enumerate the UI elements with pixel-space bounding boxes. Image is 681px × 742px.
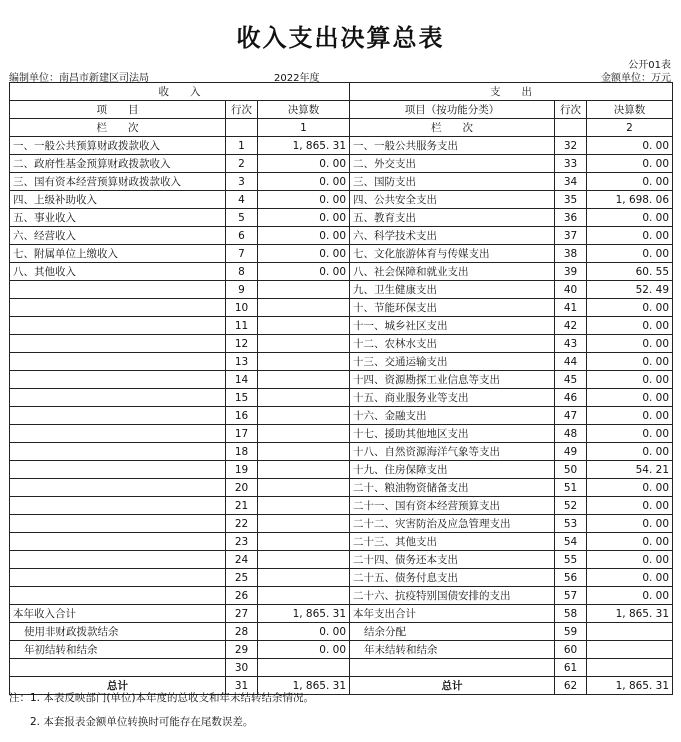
income-row-no: 30 [226,659,258,677]
table-row [10,173,673,191]
expense-row-no: 39 [555,263,587,281]
income-amount [258,425,350,443]
income-amount [258,659,350,677]
income-amount: 0. 00 [258,227,350,245]
income-amount: 1, 865. 31 [258,605,350,623]
expense-item: 十五、商业服务业等支出 [350,389,555,407]
income-item: 七、附属单位上缴收入 [10,245,226,263]
expense-amount: 0. 00 [587,551,673,569]
expense-amount: 0. 00 [587,407,673,425]
expense-item: 二十二、灾害防治及应急管理支出 [350,515,555,533]
table-row [10,299,673,317]
income-amount: 0. 00 [258,641,350,659]
income-amount: 0. 00 [258,191,350,209]
expense-amount: 0. 00 [587,173,673,191]
expense-group-header: 支 出 [350,83,673,101]
expense-row-no: 36 [555,209,587,227]
income-row-no: 23 [226,533,258,551]
expense-item: 本年支出合计 [350,605,555,623]
summary-row [10,641,673,659]
expense-row-no-header: 行次 [555,101,587,119]
expense-column-label: 栏 次 [350,119,555,137]
income-item [10,317,226,335]
income-item [10,353,226,371]
table-row [10,515,673,533]
expense-row-no: 34 [555,173,587,191]
expense-amount: 0. 00 [587,335,673,353]
expense-item: 二十、粮油物资储备支出 [350,479,555,497]
income-item: 本年收入合计 [10,605,226,623]
income-row-no: 10 [226,299,258,317]
income-item [10,587,226,605]
income-row-no: 18 [226,443,258,461]
expense-amount: 0. 00 [587,515,673,533]
table-row [10,191,673,209]
income-item [10,407,226,425]
income-amount: 0. 00 [258,209,350,227]
form-code: 公开01表 [628,60,671,71]
income-row-no: 17 [226,425,258,443]
income-item [10,281,226,299]
income-row-no: 5 [226,209,258,227]
fiscal-year: 2022年度 [274,73,320,84]
expense-item: 十九、住房保障支出 [350,461,555,479]
table-row [10,497,673,515]
income-amount [258,479,350,497]
table-row [10,425,673,443]
income-amount [258,569,350,587]
expense-amount: 1, 865. 31 [587,605,673,623]
expense-row-no: 33 [555,155,587,173]
table-row [10,335,673,353]
income-item: 总计 [10,677,226,695]
expense-item: 十七、援助其他地区支出 [350,425,555,443]
expense-row-no: 53 [555,515,587,533]
income-amount [258,299,350,317]
expense-row-no: 43 [555,335,587,353]
expense-item: 九、卫生健康支出 [350,281,555,299]
income-amount: 0. 00 [258,155,350,173]
income-item [10,515,226,533]
income-item [10,371,226,389]
table-row [10,245,673,263]
expense-item: 六、科学技术支出 [350,227,555,245]
income-item: 六、经营收入 [10,227,226,245]
income-item [10,479,226,497]
expense-item [350,659,555,677]
expense-row-no: 58 [555,605,587,623]
income-row-no: 20 [226,479,258,497]
expense-row-no: 61 [555,659,587,677]
expense-amount: 0. 00 [587,587,673,605]
income-item [10,425,226,443]
table-row [10,551,673,569]
expense-row-no: 52 [555,497,587,515]
expense-amount: 1, 698. 06 [587,191,673,209]
expense-amount: 0. 00 [587,155,673,173]
income-amount [258,407,350,425]
expense-item: 十、节能环保支出 [350,299,555,317]
expense-amount: 60. 55 [587,263,673,281]
income-item [10,461,226,479]
expense-item: 二十六、抗疫特别国债安排的支出 [350,587,555,605]
income-item [10,497,226,515]
expense-item: 二十四、债务还本支出 [350,551,555,569]
expense-amount: 0. 00 [587,299,673,317]
expense-row-no: 62 [555,677,587,695]
income-row-no: 9 [226,281,258,299]
income-amount [258,551,350,569]
expense-amount: 0. 00 [587,371,673,389]
expense-item: 结余分配 [350,623,555,641]
summary-row [10,623,673,641]
income-row-no: 31 [226,677,258,695]
expense-amount: 1, 865. 31 [587,677,673,695]
table-notes [9,686,314,734]
income-expense-table [9,82,673,695]
income-item: 三、国有资本经营预算财政拨款收入 [10,173,226,191]
expense-item: 八、社会保障和就业支出 [350,263,555,281]
income-row-no: 12 [226,335,258,353]
income-amount: 1, 865. 31 [258,677,350,695]
summary-row [10,659,673,677]
page-title: 收入支出决算总表 [236,24,445,52]
income-item: 一、一般公共预算财政拨款收入 [10,137,226,155]
income-amount: 0. 00 [258,623,350,641]
income-amount [258,389,350,407]
expense-item: 二十一、国有资本经营预算支出 [350,497,555,515]
expense-row-no: 40 [555,281,587,299]
income-row-no: 27 [226,605,258,623]
expense-item: 一、一般公共服务支出 [350,137,555,155]
table-row [10,227,673,245]
income-amount [258,497,350,515]
table-row [10,263,673,281]
income-item [10,299,226,317]
income-item: 五、事业收入 [10,209,226,227]
income-item [10,551,226,569]
expense-column-index: 2 [587,119,673,137]
expense-amount: 0. 00 [587,137,673,155]
income-row-no: 25 [226,569,258,587]
expense-row-no: 41 [555,299,587,317]
expense-row-no: 51 [555,479,587,497]
income-amount [258,353,350,371]
expense-amount: 0. 00 [587,569,673,587]
expense-item: 四、公共安全支出 [350,191,555,209]
expense-item: 十六、金融支出 [350,407,555,425]
income-item [10,659,226,677]
expense-row-no: 59 [555,623,587,641]
expense-row-no: 55 [555,551,587,569]
expense-item: 十一、城乡社区支出 [350,317,555,335]
expense-amount: 0. 00 [587,245,673,263]
income-item [10,335,226,353]
income-row-no: 21 [226,497,258,515]
expense-item-header: 项目（按功能分类） [350,101,555,119]
expense-row-no: 47 [555,407,587,425]
income-item [10,443,226,461]
expense-amount [587,641,673,659]
header-row-columns [10,101,673,119]
expense-item: 三、国防支出 [350,173,555,191]
expense-amount: 0. 00 [587,317,673,335]
expense-item: 十四、资源勘探工业信息等支出 [350,371,555,389]
table-row [10,371,673,389]
expense-amount: 0. 00 [587,209,673,227]
expense-row-no: 56 [555,569,587,587]
expense-row-no: 42 [555,317,587,335]
income-row-no: 11 [226,317,258,335]
expense-amount: 0. 00 [587,443,673,461]
income-amount: 0. 00 [258,245,350,263]
income-row-no: 2 [226,155,258,173]
compiling-unit: 编制单位：南昌市新建区司法局 [9,73,149,84]
note-1: 注：1. 本表反映部门(单位)本年度的总收支和年末结转结余情况。 [9,692,315,704]
table-row [10,479,673,497]
expense-amount: 0. 00 [587,227,673,245]
income-row-no: 24 [226,551,258,569]
income-item [10,569,226,587]
income-column-index: 1 [258,119,350,137]
income-row-no: 26 [226,587,258,605]
expense-amount: 54. 21 [587,461,673,479]
income-item: 使用非财政拨款结余 [10,623,226,641]
expense-row-no: 50 [555,461,587,479]
income-row-no: 4 [226,191,258,209]
table-row [10,281,673,299]
income-amount [258,443,350,461]
table-row [10,407,673,425]
expense-amount [587,659,673,677]
table-row [10,443,673,461]
income-amount [258,281,350,299]
income-row-no: 13 [226,353,258,371]
income-amount: 0. 00 [258,263,350,281]
expense-row-no: 60 [555,641,587,659]
income-row-no: 1 [226,137,258,155]
expense-item: 总计 [350,677,555,695]
expense-amount: 52. 49 [587,281,673,299]
expense-row-no: 38 [555,245,587,263]
table-row [10,137,673,155]
income-amount [258,533,350,551]
expense-row-no: 37 [555,227,587,245]
income-row-no: 14 [226,371,258,389]
income-amount [258,335,350,353]
income-column-label: 栏 次 [10,119,226,137]
expense-item: 七、文化旅游体育与传媒支出 [350,245,555,263]
income-row-no: 16 [226,407,258,425]
income-group-header: 收 入 [10,83,350,101]
expense-row-no: 45 [555,371,587,389]
expense-amount: 0. 00 [587,533,673,551]
income-row-no: 29 [226,641,258,659]
expense-item: 二十五、债务付息支出 [350,569,555,587]
income-item: 年初结转和结余 [10,641,226,659]
expense-item: 十三、交通运输支出 [350,353,555,371]
expense-row-no: 46 [555,389,587,407]
expense-row-no: 48 [555,425,587,443]
table-row [10,461,673,479]
income-amount [258,371,350,389]
expense-row-no: 54 [555,533,587,551]
table-row [10,353,673,371]
expense-row-no: 32 [555,137,587,155]
expense-amount: 0. 00 [587,497,673,515]
income-row-no: 7 [226,245,258,263]
expense-row-no-blank [555,119,587,137]
income-row-no-header: 行次 [226,101,258,119]
income-amount: 0. 00 [258,173,350,191]
expense-amount-header: 决算数 [587,101,673,119]
note-2: 2. 本套报表金额单位转换时可能存在尾数误差。 [9,716,254,728]
expense-amount [587,623,673,641]
income-row-no: 22 [226,515,258,533]
income-amount [258,317,350,335]
table-row [10,209,673,227]
expense-item: 二十三、其他支出 [350,533,555,551]
header-row-groups [10,83,673,101]
expense-row-no: 44 [555,353,587,371]
income-row-no: 15 [226,389,258,407]
income-item: 八、其他收入 [10,263,226,281]
income-amount [258,515,350,533]
income-item [10,533,226,551]
income-item [10,389,226,407]
income-amount-header: 决算数 [258,101,350,119]
table-row [10,389,673,407]
expense-item: 年末结转和结余 [350,641,555,659]
summary-row [10,605,673,623]
expense-row-no: 57 [555,587,587,605]
income-row-no: 28 [226,623,258,641]
expense-row-no: 49 [555,443,587,461]
income-amount [258,461,350,479]
currency-unit: 金额单位：万元 [601,73,671,84]
income-row-no-blank [226,119,258,137]
table-row [10,569,673,587]
expense-amount: 0. 00 [587,479,673,497]
table-row [10,155,673,173]
header-row-column-index [10,119,673,137]
income-amount [258,587,350,605]
income-row-no: 6 [226,227,258,245]
table-row [10,317,673,335]
income-amount: 1, 865. 31 [258,137,350,155]
expense-amount: 0. 00 [587,425,673,443]
expense-item: 二、外交支出 [350,155,555,173]
income-item: 二、政府性基金预算财政拨款收入 [10,155,226,173]
income-row-no: 8 [226,263,258,281]
income-row-no: 3 [226,173,258,191]
expense-amount: 0. 00 [587,389,673,407]
table-row [10,587,673,605]
expense-item: 五、教育支出 [350,209,555,227]
expense-item: 十二、农林水支出 [350,335,555,353]
expense-item: 十八、自然资源海洋气象等支出 [350,443,555,461]
table-row [10,533,673,551]
income-item: 四、上级补助收入 [10,191,226,209]
income-row-no: 19 [226,461,258,479]
income-item-header: 项 目 [10,101,226,119]
expense-amount: 0. 00 [587,353,673,371]
expense-row-no: 35 [555,191,587,209]
